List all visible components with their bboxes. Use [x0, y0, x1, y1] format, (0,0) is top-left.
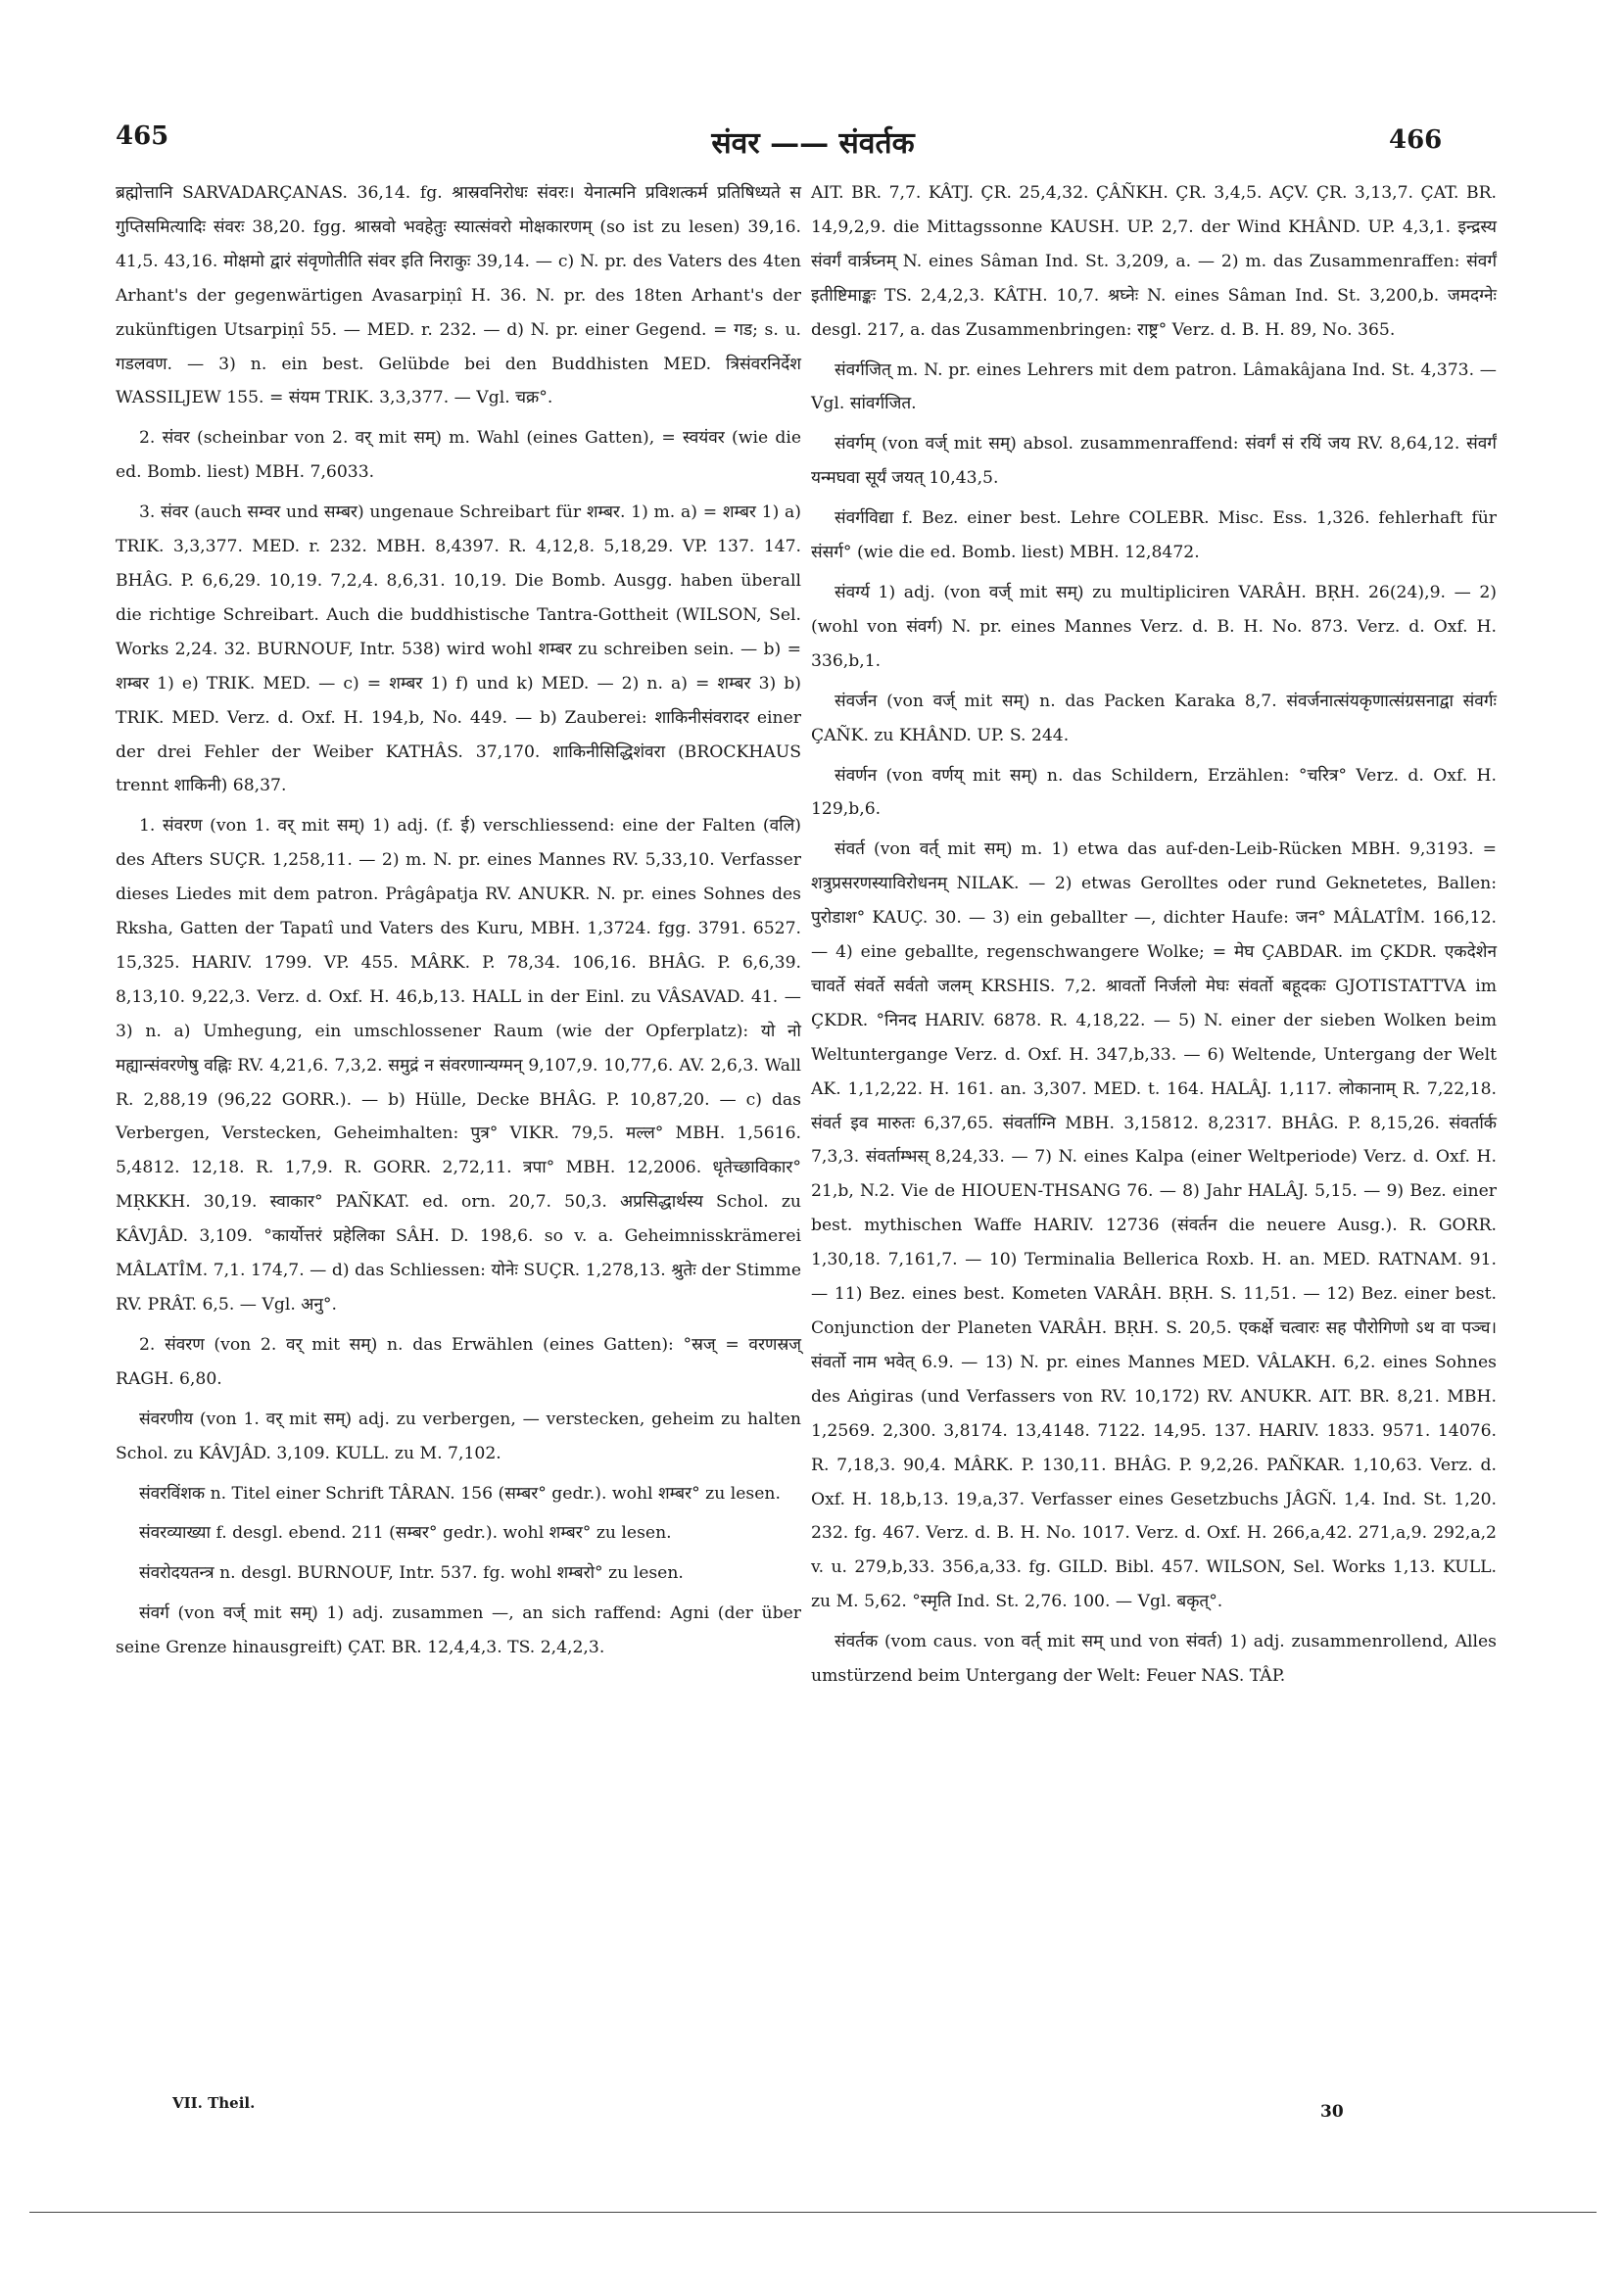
- scan-edge-rule: [29, 2212, 1597, 2213]
- page-number-right: 466: [1389, 125, 1443, 155]
- dictionary-entry: 3. संवर (auch सम्वर und सम्बर) ungenaue Schreibart für शम्बर. 1) m. a) = शम्बर 1) a) TRIK. 3,3,377. MED. r. 232. MBH. 8,4397. R. 4,12,8. 5,18,29. VP. 137. 147. BHÂG. P. 6,6,29. 10,19. 7,2,4. 8,6,31. 10,19. Die Bomb. Ausgg. haben überall die richtige Schreibart. Auch die buddhistische Tantra-Gottheit (WILSON, Sel. Works 2,24. 32. BURNOUF, Intr. 538) wird wohl शम्बर zu schreiben sein. — b) = शम्बर 1) e) TRIK. MED. — c) = शम्बर 1) f) und k) MED. — 2) n. a) = शम्बर 3) b) TRIK. MED. Verz. d. Oxf. H. 194,b, No. 449. — b) Zauberei: शाकिनीसंवरादर einer der drei Fehler der Weiber KATHÂS. 37,170. शाकिनीसिद्धिशंवरा (BROCKHAUS trennt शाकिनी) 68,37.: [116, 502, 801, 796]
- right-column: [811, 176, 1497, 2096]
- dictionary-entry: संवर्जन (von वर्ज् mit सम्) n. das Packen Karaka 8,7. संवर्जनात्संयकृणात्संग्रसनाद्वा संवर्गः ÇAÑK. zu KHÂND. UP. S. 244.: [811, 691, 1497, 745]
- dictionary-entry: संवर्गजित् m. N. pr. eines Lehrers mit dem patron. Lâmakâjana Ind. St. 4,373. — Vgl. सांवर्गजित.: [811, 359, 1497, 414]
- dictionary-entry: संवर्णन (von वर्णय् mit सम्) n. das Schildern, Erzählen: °चरित्र° Verz. d. Oxf. H. 129,b,6.: [811, 765, 1497, 820]
- page-number-left: 465: [116, 121, 169, 151]
- dictionary-entry: 1. संवरण (von 1. वर् mit सम्) 1) adj. (f. ई) verschliessend: eine der Falten (वलि) des Afters SUÇR. 1,258,11. — 2) m. N. pr. eines Mannes RV. 5,33,10. Verfasser dieses Liedes mit dem patron. Prâgâpatja RV. ANUKR. N. pr. eines Sohnes des Rksha, Gatten der Tapatî und Vaters des Kuru, MBH. 1,3724. fgg. 3791. 6527. 15,325. HARIV. 1799. VP. 455. MÂRK. P. 78,34. 106,16. BHÂG. P. 6,6,39. 8,13,10. 9,22,3. Verz. d. Oxf. H. 46,b,13. HALL in der Einl. zu VÂSAVAD. 41. — 3) n. a) Umhegung, ein umschlossener Raum (wie der Opferplatz): यो नो मह्यान्संवरणेषु वह्निः RV. 4,21,6. 7,3,2. समुद्रं न संवरणान्यग्मन् 9,107,9. 10,77,6. AV. 2,6,3. Wall R. 2,88,19 (96,22 GORR.). — b) Hülle, Decke BHÂG. P. 10,87,20. — c) das Verbergen, Verstecken, Geheimhalten: पुत्र° VIKR. 79,5. मल्ल° MBH. 1,5616. 5,4812. 12,18. R. 1,7,9. R. GORR. 2,72,11. त्रपा° MBH. 12,2006. धृतेच्छाविकार° MṚKKH. 30,19. स्वाकार° PAÑKAT. ed. orn. 20,7. 50,3. अप्रसिद्धार्थस्य Schol. zu KÂVJÂD. 3,109. °कार्योत्तरं प्रहेलिका SÂH. D. 198,6. so v. a. Geheimnisskrämerei MÂLATÎM. 7,1. 174,7. — d) das Schliessen: योनेः SUÇR. 1,278,13. श्रुतेः der Stimme RV. PRÂT. 6,5. — Vgl. अनु°.: [116, 816, 801, 1315]
- dictionary-entry: संवर्ग (von वर्ज् mit सम्) 1) adj. zusammen —, an sich raffend: Agni (der über seine Grenze hinausgreift) ÇAT. BR. 12,4,4,3. TS. 2,4,2,3.: [116, 1603, 801, 1658]
- dictionary-entry: संवरव्याख्या f. desgl. ebend. 211 (सम्बर° gedr.). wohl शम्बर° zu lesen.: [139, 1523, 672, 1544]
- dictionary-entry: संवर्गविद्या f. Bez. einer best. Lehre COLEBR. Misc. Ess. 1,326. fehlerhaft für संसर्ग° (wie die ed. Bomb. liest) MBH. 12,8472.: [811, 508, 1497, 563]
- dictionary-entry: संवरणीय (von 1. वर् mit सम्) adj. zu verbergen, — verstecken, geheim zu halten Schol. zu KÂVJÂD. 3,109. KULL. zu M. 7,102.: [116, 1409, 801, 1463]
- volume-signature: VII. Theil.: [172, 2094, 256, 2112]
- dictionary-entry: संवर्ग्य 1) adj. (von वर्ज् mit सम्) zu multipliciren VARÂH. BṚH. 26(24),9. — 2) (wohl von संवर्ग) N. pr. eines Mannes Verz. d. B. H. No. 873. Verz. d. Oxf. H. 336,b,1.: [811, 582, 1497, 671]
- dictionary-entry: संवरोदयतन्त्र n. desgl. BURNOUF, Intr. 537. fg. wohl शम्बरो° zu lesen.: [139, 1563, 684, 1584]
- dictionary-entry: ब्रह्मोत्तानि SARVADARÇANAS. 36,14. fg. श्रास्रवनिरोधः संवरः। येनात्मनि प्रविशत्कर्म प्रतिषिध्यते स गुप्तिसमित्यादिः संवरः 38,20. fgg. श्रास्रवो भवहेतुः स्यात्संवरो मोक्षकारणम् (so ist zu lesen) 39,16. 41,5. 43,16. मोक्षमो द्वारं संवृणोतीति संवर इति निराकुः 39,14. — c) N. pr. des Vaters des 4ten Arhant's der gegenwärtigen Avasarpiṇî H. 36. N. pr. des 18ten Arhant's der zukünftigen Utsarpiṇî 55. — MED. r. 232. — d) N. pr. einer Gegend. = गड; s. u. गडलवण. — 3) n. ein best. Gelübde bei den Buddhisten MED. त्रिसंवरनिर्देश WASSILJEW 155. = संयम TRIK. 3,3,377. — Vgl. चक्र°.: [116, 183, 801, 408]
- dictionary-entry: संवर्तक (vom caus. von वर्त् mit सम् und von संवर्त) 1) adj. zusammenrollend, Alles umstürzend beim Untergang der Welt: Feuer NAS. TÂP.: [811, 1632, 1497, 1687]
- dictionary-entry: 2. संवर (scheinbar von 2. वर् mit सम्) m. Wahl (eines Gatten), = स्वयंवर (wie die ed. Bomb. liest) MBH. 7,6033.: [116, 428, 801, 483]
- dictionary-entry: संवर्त (von वर्त् mit सम्) m. 1) etwa das auf-den-Leib-Rücken MBH. 9,3193. = शत्रुप्रसरणस्याविरोधनम् NILAK. — 2) etwas Gerolltes oder rund Geknetetes, Ballen: पुरोडाश° KAUÇ. 30. — 3) ein geballter —, dichter Haufe: जन° MÂLATÎM. 166,12. — 4) eine geballte, regenschwangere Wolke; = मेघ ÇABDAR. im ÇKDR. एकदेशेन चावर्ते संवर्ते सर्वतो जलम् KRSHIS. 7,2. श्रावर्तो निर्जलो मेघः संवर्तो बहूदकः GJOTISTATTVA im ÇKDR. °निनद HARIV. 6878. R. 4,18,22. — 5) N. einer der sieben Wolken beim Weltuntergange Verz. d. Oxf. H. 347,b,33. — 6) Weltende, Untergang der Welt AK. 1,1,2,22. H. 161. an. 3,307. MED. t. 164. HALÂJ. 1,117. लोकानाम् R. 7,22,18. संवर्त इव मारुतः 6,37,65. संवर्ताग्नि MBH. 3,15812. 8,2317. BHÂG. P. 8,15,26. संवर्तार्क 7,3,3. संवर्ताम्भस् 8,24,33. — 7) N. eines Kalpa (einer Weltperiode) Verz. d. Oxf. H. 21,b, N.2. Vie de HIOUEN-THSANG 76. — 8) Jahr HALÂJ. 5,15. — 9) Bez. einer best. mythischen Waffe HARIV. 12736 (संवर्तन die neuere Ausg.). R. GORR. 1,30,18. 7,161,7. — 10) Terminalia Bellerica Roxb. H. an. MED. RATNAM. 91. — 11) Bez. eines best. Kometen VARÂH. BṚH. S. 11,51. — 12) Bez. einer best. Conjunction der Planeten VARÂH. BṚH. S. 20,5. एकर्क्षे चत्वारः सह पौरोगिणो ऽथ वा पञ्च। संवर्तो नाम भवेत् 6.9. — 13) N. pr. eines Mannes MED. VÂLAKH. 6,2. eines Sohnes des Aṅgiras (und Verfassers von RV. 10,172) RV. ANUKR. AIT. BR. 8,21. MBH. 1,2569. 2,300. 3,8174. 13,4148. 7122. 14,95. 137. HARIV. 1833. 9571. 14076. R. 7,18,3. 90,4. MÂRK. P. 130,11. BHÂG. P. 9,2,26. PAÑKAR. 1,10,63. Verz. d. Oxf. H. 18,b,13. 19,a,37. Verfasser eines Gesetzbuchs JÂGÑ. 1,4. Ind. St. 1,20. 232. fg. 467. Verz. d. B. H. No. 1017. Verz. d. Oxf. H. 266,a,42. 271,a,9. 292,a,2 v. u. 279,b,33. 356,a,33. fg. GILD. Bibl. 457. WILSON, Sel. Works 1,13. KULL. zu M. 5,62. °स्मृति Ind. St. 2,76. 100. — Vgl. बकृत्°.: [811, 839, 1497, 1612]
- left-column: [116, 176, 801, 2091]
- dictionary-entry: संवरविंशक n. Titel einer Schrift TÂRAN. 156 (सम्बर° gedr.). wohl शम्बर° zu lesen.: [139, 1483, 781, 1504]
- dictionary-entry: संवर्गम् (von वर्ज् mit सम्) absol. zusammenraffend: संवर्गं सं रयिं जय RV. 8,64,12. संवर्गं यन्मघवा सूर्यं जयत् 10,43,5.: [811, 434, 1497, 489]
- page-running-title: संवर —— संवर्तक: [711, 126, 915, 161]
- dictionary-entry: 2. संवरण (von 2. वर् mit सम्) n. das Erwählen (eines Gatten): °स्रज् = वरणस्रज् RAGH. 6,80.: [116, 1334, 801, 1389]
- sheet-number: 30: [1320, 2102, 1344, 2122]
- dictionary-entry: AIT. BR. 7,7. KÂTJ. ÇR. 25,4,32. ÇÂÑKH. ÇR. 3,4,5. AÇV. ÇR. 3,13,7. ÇAT. BR. 14,9,2,9. die Mittagssonne KAUSH. UP. 2,7. der Wind KHÂND. UP. 4,3,1. इन्द्रस्य संवर्गं वार्त्रघ्नम् N. eines Sâman Ind. St. 3,209, a. — 2) m. das Zusammenraffen: संवर्गं इतीष्टिमाङ्कः TS. 2,4,2,3. KÂTH. 10,7. श्रघ्नेः N. eines Sâman Ind. St. 3,200,b. जमदग्नेः desgl. 217, a. das Zusammenbringen: राष्ट्र° Verz. d. B. H. 89, No. 365.: [811, 183, 1497, 340]
